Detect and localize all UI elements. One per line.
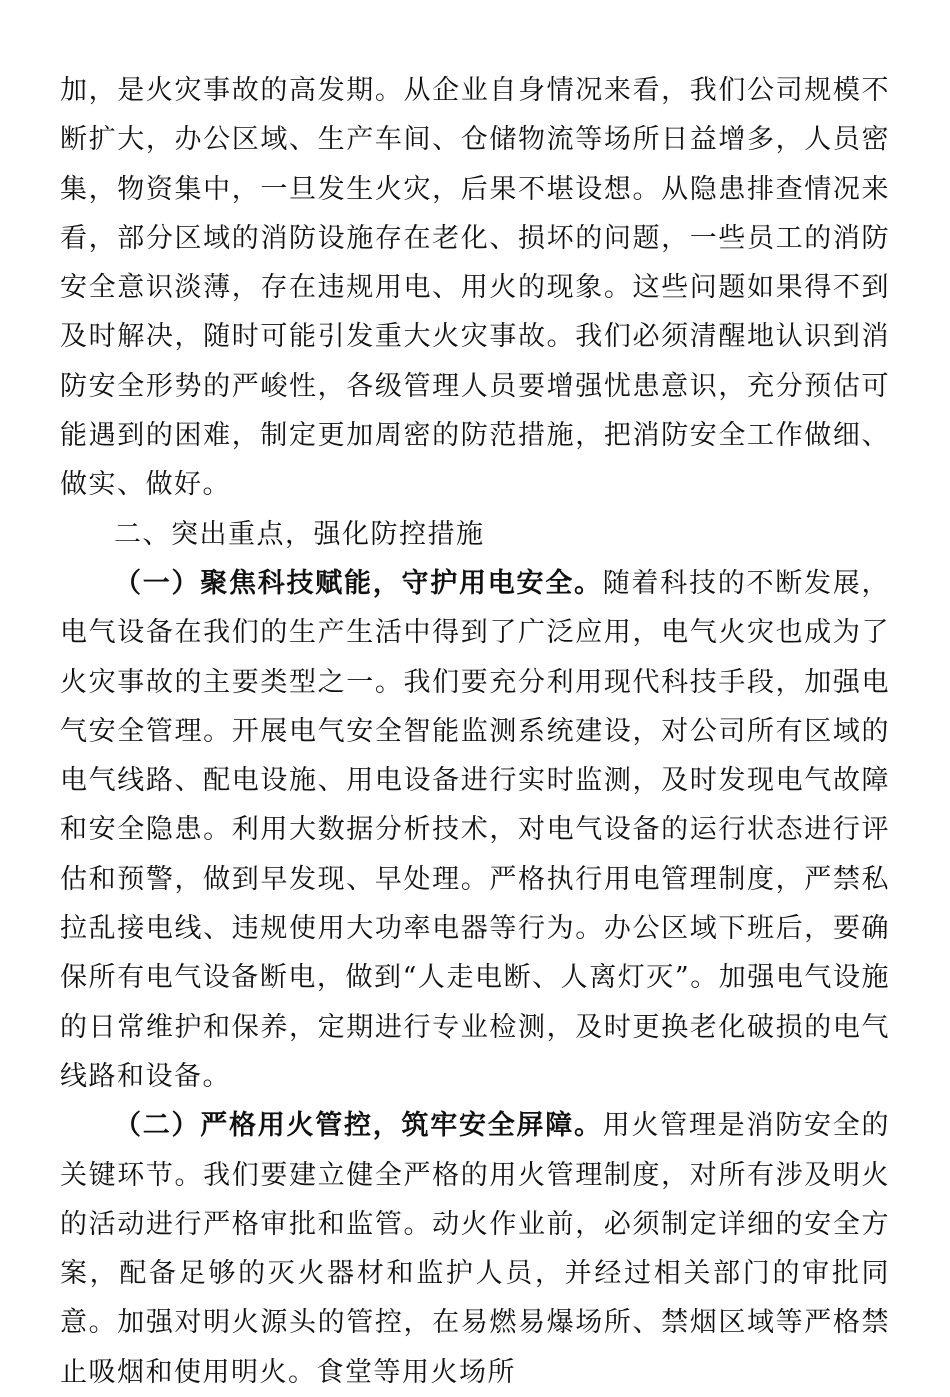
subsection-title-2: （二）严格用火管控，筑牢安全屏障。 (114, 1110, 603, 1142)
paragraph-fire-control (60, 1101, 890, 1397)
subsection-title-1: （一）聚焦科技赋能，守护用电安全。 (114, 567, 603, 599)
document-body (60, 66, 890, 1397)
section-heading-2: 二、突出重点，强化防控措施 (114, 518, 485, 550)
subsection-body-1: 随着科技的不断发展，电气设备在我们的生产生活中得到了广泛应用，电气火灾也成为了火灾事故的主要类型之一。我们要充分利用现代科技手段，加强电气安全管理。开展电气安全智能监测系统建设，对公司所有区域的电气线路、配电设施、用电设备进行实时监测，及时发现电气故障和安全隐患。利用大数据分析技术，对电气设备的运行状态进行评估和预警，做到早发现、早处理。严格执行用电管理制度，严禁私拉乱接电线、违规使用大功率电器等行为。办公区域下班后，要确保所有电气设备断电，做到“人走电断、人离灯灭”。加强电气设施的日常维护和保养，定期进行专业检测，及时更换老化破损的电气线路和设备。 (60, 567, 890, 1092)
subsection-body-2: 用火管理是消防安全的关键环节。我们要建立健全严格的用火管理制度，对所有涉及明火的活动进行严格审批和监管。动火作业前，必须制定详细的安全方案，配备足够的灭火器材和监护人员，并经过相关部门的审批同意。加强对明火源头的管控，在易燃易爆场所、禁烟区域等严格禁止吸烟和使用明火。食堂等用火场所 (60, 1110, 890, 1388)
paragraph-electrical-safety (60, 559, 890, 1101)
paragraph-fire-risk: 加，是火灾事故的高发期。从企业自身情况来看，我们公司规模不断扩大，办公区域、生产车间、仓储物流等场所日益增多，人员密集，物资集中，一旦发生火灾，后果不堪设想。从隐患排查情况来看，部分区域的消防设施存在老化、损坏的问题，一些员工的消防安全意识淡薄，存在违规用电、用火的现象。这些问题如果得不到及时解决，随时可能引发重大火灾事故。我们必须清醒地认识到消防安全形势的严峻性，各级管理人员要增强忧患意识，充分预估可能遇到的困难，制定更加周密的防范措施，把消防安全工作做细、做实、做好。 (60, 75, 890, 501)
